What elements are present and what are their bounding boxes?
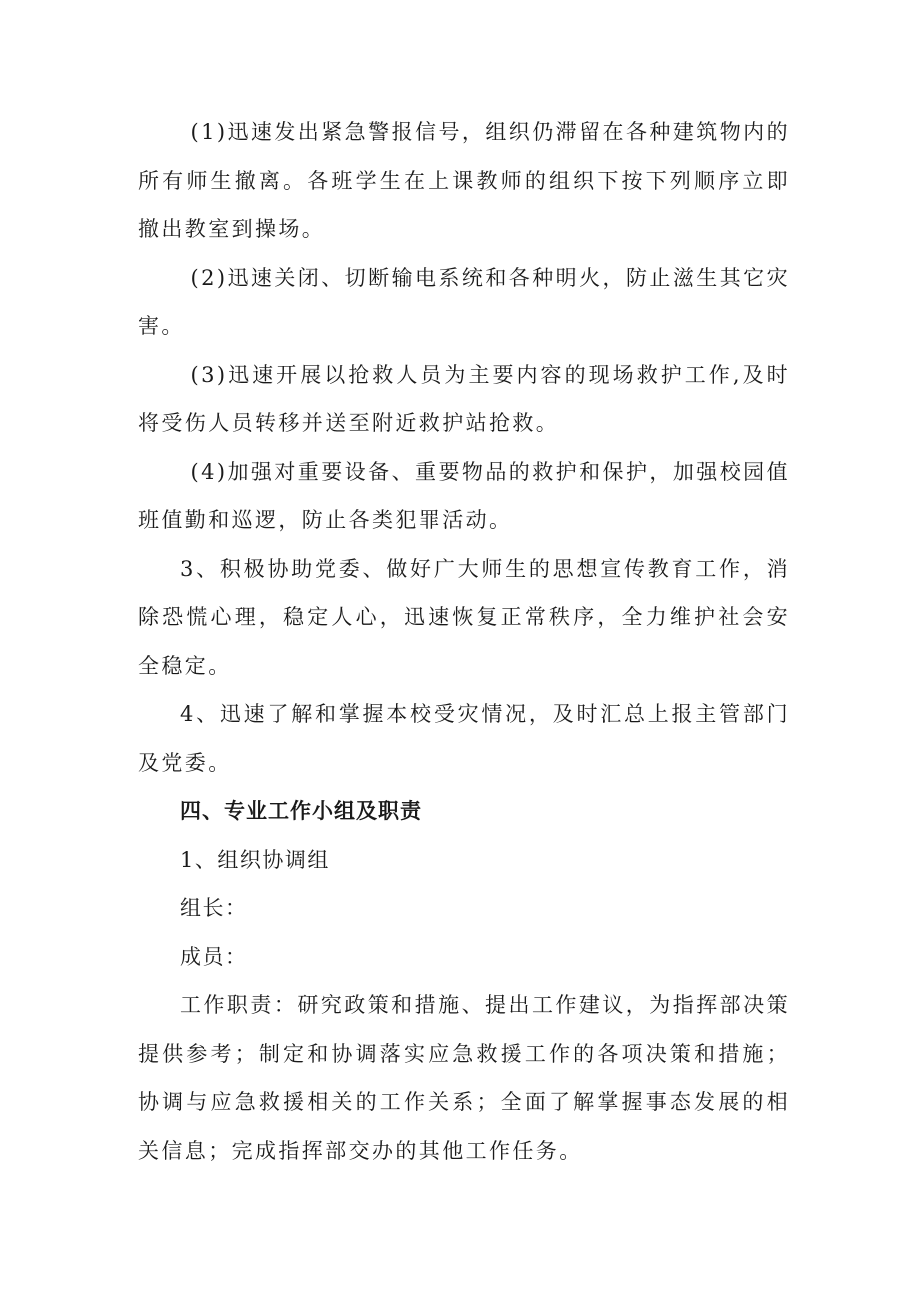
leader-label: 组长：	[180, 896, 248, 920]
paragraph-item-1: (1)迅速发出紧急警报信号，组织仍滞留在各种建筑物内的所有师生撤离。各班学生在上课教师的组织下按下列顺序立即撤出教室到操场。	[138, 120, 790, 241]
duties-paragraph: 工作职责：研究政策和措施、提出工作建议，为指挥部决策提供参考；制定和协调落实应急救援工作的各项决策和措施；协调与应急救援相关的工作关系；全面了解掌握事态发展的相关信息；完成指挥部交办的其他工作任务。	[138, 993, 790, 1163]
paragraph-item-2: (2)迅速关闭、切断输电系统和各种明火，防止滋生其它灾害。	[138, 265, 790, 338]
document-body	[138, 108, 790, 1175]
group-title: 1、组织协调组	[180, 847, 330, 872]
paragraph-point-3: 3、积极协助党委、做好广大师生的思想宣传教育工作，消除恐慌心理，稳定人心，迅速恢复正常秩序，全力维护社会安全稳定。	[138, 556, 790, 678]
paragraph-item-4: (4)加强对重要设备、重要物品的救护和保护，加强校园值班值勤和巡逻，防止各类犯罪活动。	[138, 459, 790, 532]
members-label: 成员：	[180, 944, 248, 969]
paragraph-point-4: 4、迅速了解和掌握本校受灾情况，及时汇总上报主管部门及党委。	[138, 702, 790, 775]
paragraph-item-3: (3)迅速开展以抢救人员为主要内容的现场救护工作,及时将受伤人员转移并送至附近救护站抢救。	[138, 362, 790, 435]
section-heading: 四、专业工作小组及职责	[180, 799, 422, 823]
